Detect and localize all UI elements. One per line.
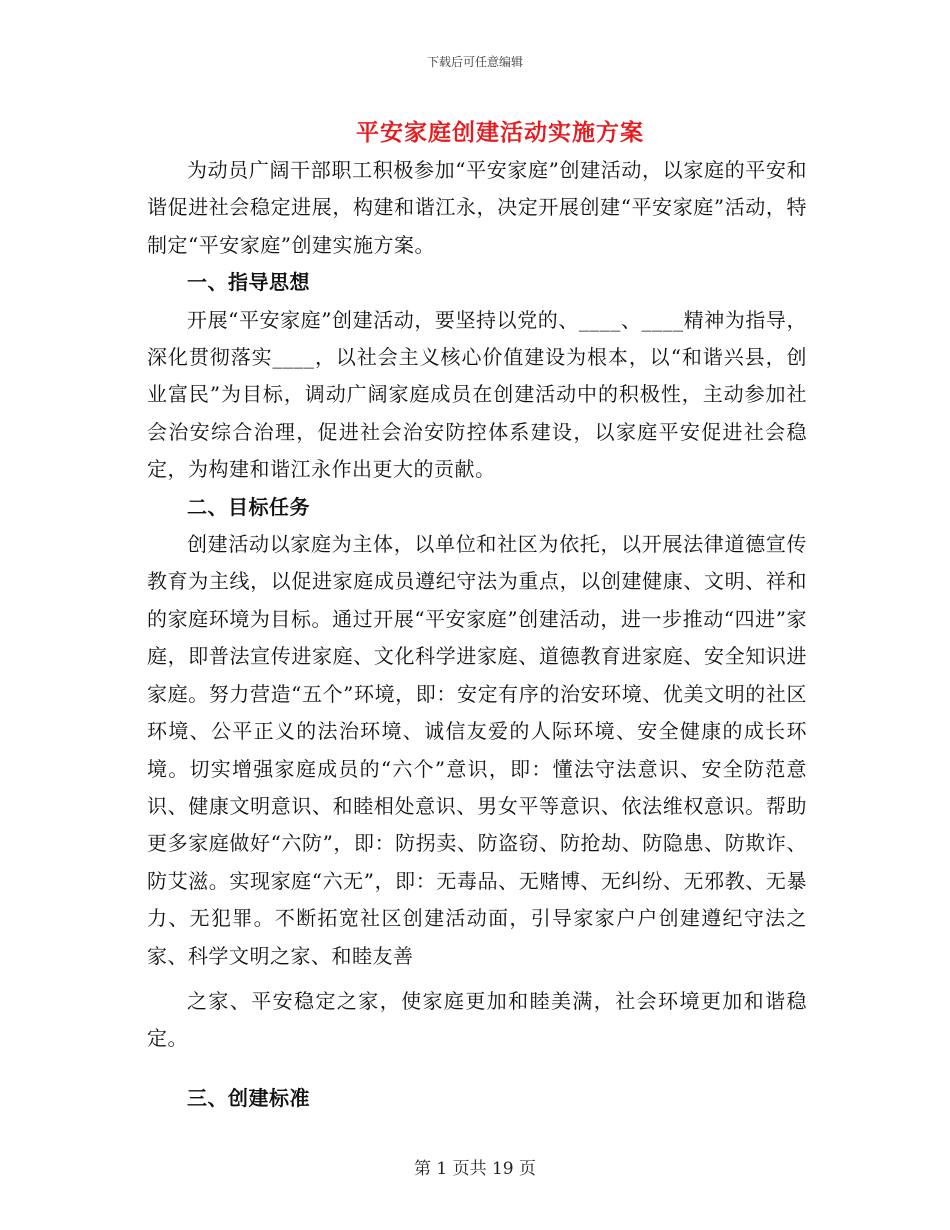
- section-heading-guiding-ideology: 一、指导思想: [187, 270, 310, 295]
- header-note: 下载后可任意编辑: [426, 55, 523, 69]
- guiding-ideology-paragraph: 开展“平安家庭”创建活动，要坚持以党的、____、____精神为指导，深化贯彻落实____，以社会主义核心价值建设为根本，以“和谐兴县，创业富民”为目标，调动广阔家庭成员在创建活动中的积极性，主动参加社会治安综合治理，促进社会治安防控体系建设，以家庭平安促进社会稳定，为构建和谐江永作出更大的贡献。: [147, 307, 807, 482]
- document-title: 平安家庭创建活动实施方案: [356, 119, 644, 146]
- goals-tasks-paragraph: 创建活动以家庭为主体，以单位和社区为依托，以开展法律道德宣传教育为主线，以促进家庭成员遵纪守法为重点，以创建健康、文明、祥和的家庭环境为目标。通过开展“平安家庭”创建活动，进一步推动“四进”家庭，即普法宣传进家庭、文化科学进家庭、道德教育进家庭、安全知识进家庭。努力营造“五个”环境，即：安定有序的治安环境、优美文明的社区环境、公平正义的法治环境、诚信友爱的人际环境、安全健康的成长环境。切实增强家庭成员的“六个”意识，即：懂法守法意识、安全防范意识、健康文明意识、和睦相处意识、男女平等意识、依法维权意识。帮助更多家庭做好“六防”，即：防拐卖、防盗窃、防抢劫、防隐患、防欺诈、防艾滋。实现家庭“六无”，即：无毒品、无赌博、无纠纷、无邪教、无暴力、无犯罪。不断拓宽社区创建活动面，引导家家户户创建遵纪守法之家、科学文明之家、和睦友善: [147, 532, 807, 968]
- document-body: [147, 152, 807, 1117]
- section-heading-creation-standards: 三、创建标准: [187, 1085, 310, 1110]
- goals-tasks-continuation-paragraph: 之家、平安稳定之家，使家庭更加和睦美满，社会环境更加和谐稳定。: [147, 988, 807, 1051]
- intro-paragraph: 为动员广阔干部职工积极参加“平安家庭”创建活动，以家庭的平安和谐促进社会稳定进展，构建和谐江永，决定开展创建“平安家庭”活动，特制定“平安家庭”创建实施方案。: [147, 158, 807, 257]
- page-footer: 第 1 页共 19 页: [413, 1159, 537, 1179]
- section-heading-goals-tasks: 二、目标任务: [187, 494, 310, 519]
